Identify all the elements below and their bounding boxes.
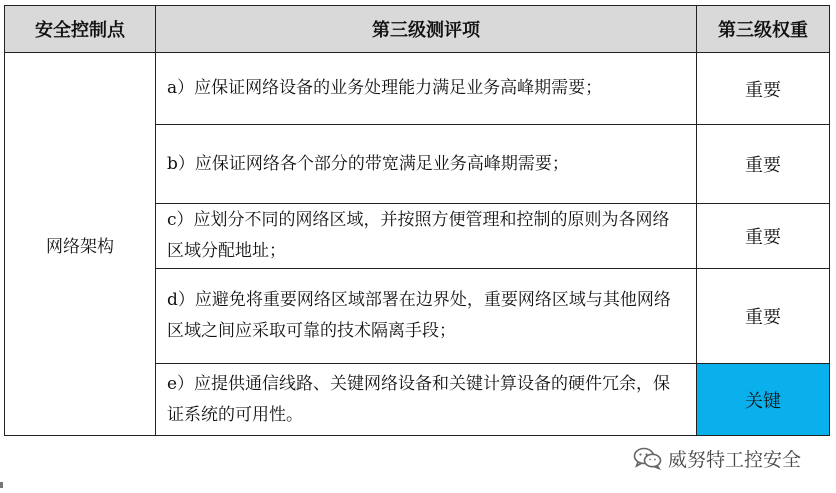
wechat-icon [633, 446, 663, 470]
table-header-row [5, 6, 830, 53]
header-evaluation-item: 第三级测评项 [156, 6, 697, 53]
header-control-point: 安全控制点 [5, 6, 156, 53]
control-point-cell: 网络架构 [5, 53, 156, 436]
weight-cell-key: 关键 [697, 364, 830, 436]
weight-cell: 重要 [697, 53, 830, 125]
evaluation-item: b）应保证网络各个部分的带宽满足业务高峰期需要； [156, 125, 697, 204]
corner-mark [0, 482, 3, 488]
header-weight: 第三级权重 [697, 6, 830, 53]
evaluation-item: e）应提供通信线路、关键网络设备和关键计算设备的硬件冗余，保证系统的可用性。 [156, 364, 697, 436]
weight-cell: 重要 [697, 269, 830, 364]
evaluation-item: d）应避免将重要网络区域部署在边界处，重要网络区域与其他网络区域之间应采取可靠的技术隔离手段； [156, 269, 697, 364]
evaluation-item: c）应划分不同的网络区域，并按照方便管理和控制的原则为各网络区域分配地址； [156, 204, 697, 269]
table-row [5, 53, 830, 125]
weight-cell: 重要 [697, 125, 830, 204]
watermark-text: 威努特工控安全 [668, 448, 802, 471]
watermark [633, 443, 801, 473]
weight-cell: 重要 [697, 204, 830, 269]
evaluation-item: a）应保证网络设备的业务处理能力满足业务高峰期需要； [156, 53, 697, 125]
evaluation-table [4, 5, 830, 436]
